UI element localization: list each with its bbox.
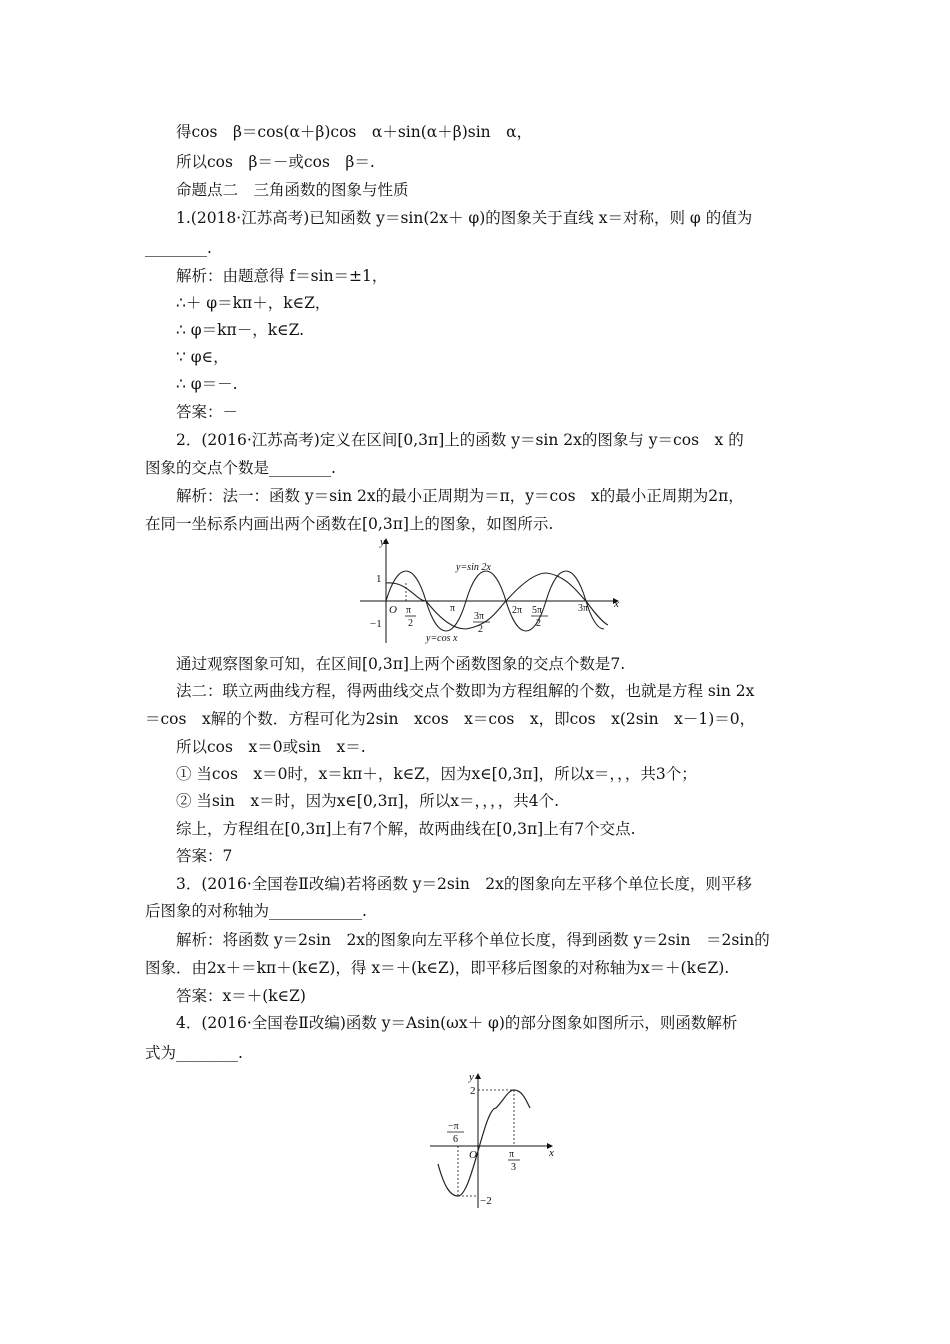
fig1-origin: O: [389, 604, 397, 616]
text-line: 解析：将函数 y＝2sin 2x的图象向左平移个单位长度，得到函数 y＝2sin ＝2sin的: [176, 931, 770, 949]
fig1-xtick: 2: [478, 624, 483, 635]
text-line: 在同一坐标系内画出两个函数在[0,3π]上的图象，如图所示.: [145, 515, 554, 533]
fig2-xtick-right: π: [509, 1149, 515, 1160]
text-line: 解析：法一：函数 y＝sin 2x的最小正周期为＝π，y＝cos x的最小正周期为2π，: [176, 487, 744, 505]
fig2-ytick-neg2: −2: [480, 1195, 492, 1207]
answer-line: 答案：－: [176, 403, 239, 421]
question-3: 3．(2016·全国卷Ⅱ改编)若将函数 y＝2sin 2x的图象向左平移个单位长度，则平移: [176, 875, 752, 893]
fig1-xtick: 5π: [532, 605, 543, 616]
fig1-xtick: 2π: [512, 605, 523, 616]
fig1-xtick: π: [406, 605, 412, 616]
fig1-cos-label: y=cos x: [426, 633, 458, 644]
fig1-xtick: 2: [536, 618, 541, 629]
fig1-xtick: 2: [408, 618, 413, 629]
fig2-xtick-left: −π: [448, 1121, 459, 1132]
sin-cos-figure: [360, 533, 630, 645]
answer-line: 答案：7: [176, 847, 233, 865]
fig1-xtick: 3π: [578, 603, 589, 614]
fig1-y-label: y: [380, 536, 385, 548]
text-line: ① 当cos x＝0时，x＝kπ＋，k∈Z，因为x∈[0,3π]，所以x＝，，，共3个；: [176, 765, 697, 783]
text-line: 法二：联立两曲线方程，得两曲线交点个数即为方程组解的个数，也就是方程 sin 2x: [176, 682, 755, 700]
text-line: ∵ φ∈，: [176, 348, 229, 366]
sine-curve: [438, 1090, 530, 1196]
text-line: 综上，方程组在[0,3π]上有7个解，故两曲线在[0,3π]上有7个交点.: [176, 820, 636, 838]
fig2-xtick-right-den: 3: [511, 1162, 516, 1173]
fig1-x-label: x: [614, 598, 619, 610]
text-line: ② 当sin x＝时，因为x∈[0,3π]，所以x＝，，，，共4个.: [176, 792, 559, 810]
question-2: 2．(2016·江苏高考)定义在区间[0,3π]上的函数 y＝sin 2x的图象与 y＝cos x 的: [176, 431, 744, 449]
question-4: 4．(2016·全国卷Ⅱ改编)函数 y＝Asin(ωx＋ φ)的部分图象如图所示，则函数解析: [176, 1014, 738, 1032]
text-line: 所以cos β＝－或cos β＝.: [176, 153, 375, 171]
fig1-sin-label: y=sin 2x: [456, 562, 491, 573]
fig2-y-label: y: [469, 1071, 474, 1083]
sine-partial-figure: [422, 1068, 562, 1213]
fig2-origin: O: [469, 1149, 477, 1161]
section-heading: 命题点二 三角函数的图象与性质: [176, 181, 409, 199]
text-line: ∴＋ φ＝kπ＋，k∈Z，: [176, 294, 331, 312]
text-line: 所以cos x＝0或sin x＝.: [176, 738, 366, 756]
text-line: 解析：由题意得 f＝sin＝±1，: [176, 267, 388, 285]
text-line: 后图象的对称轴为____________.: [145, 902, 367, 920]
text-line: ________.: [145, 239, 212, 257]
text-line: 得cos β＝cos(α＋β)cos α＋sin(α＋β)sin α，: [176, 123, 533, 141]
fig2-x-label: x: [549, 1147, 554, 1159]
fig2-xtick-left-den: 6: [453, 1134, 458, 1145]
fig1-xtick: π: [450, 603, 456, 614]
fig1-ytick-1: 1: [376, 573, 382, 585]
text-line: 图象的交点个数是________.: [145, 459, 336, 477]
text-line: ∴ φ＝－.: [176, 375, 238, 393]
text-line: 通过观察图象可知，在区间[0,3π]上两个函数图象的交点个数是7.: [176, 655, 626, 673]
fig2-ytick-2: 2: [470, 1085, 476, 1097]
text-line: 式为________.: [145, 1044, 243, 1062]
fig1-ytick-neg1: −1: [370, 618, 382, 630]
text-line: ∴ φ＝kπ－，k∈Z.: [176, 321, 305, 339]
text-line: 图象．由2x＋＝kπ＋(k∈Z)，得 x＝＋(k∈Z)，即平移后图象的对称轴为x＝＋(k∈Z).: [145, 959, 730, 977]
answer-line: 答案：x＝＋(k∈Z): [176, 987, 306, 1005]
fig1-xtick: 3π: [474, 611, 485, 622]
question-1: 1.(2018·江苏高考)已知函数 y＝sin(2x＋ φ)的图象关于直线 x＝对称，则 φ 的值为: [176, 209, 753, 227]
text-line: ＝cos x解的个数．方程可化为2sin xcos x＝cos x，即cos x(2sin x－1)＝0，: [145, 710, 756, 728]
